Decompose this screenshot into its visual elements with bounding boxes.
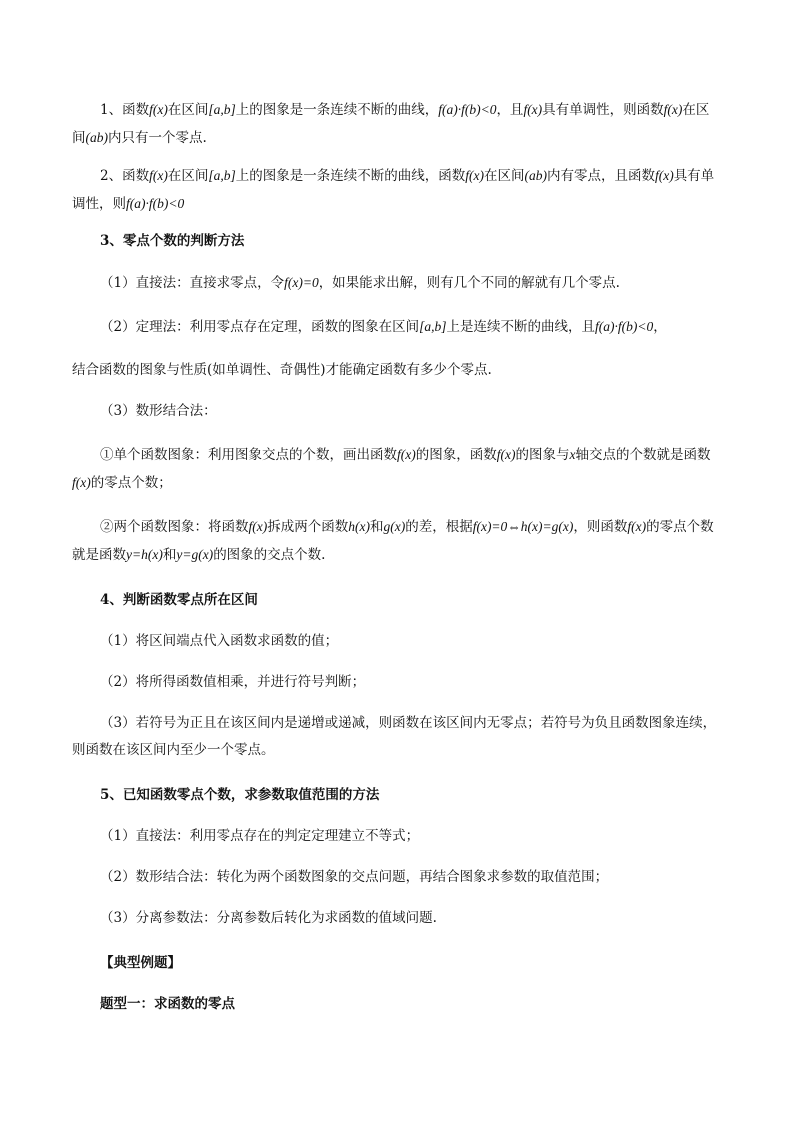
graphical-single-function: ①单个函数图象：利用图象交点的个数，画出函数f(x)的图象，函数f(x)的图象与x轴交点的个数就是函数f(x)的零点个数； [72,447,711,491]
section-5-step-3: （3）分离参数法：分离参数后转化为求函数的值域问题. [100,910,437,926]
question-type-1-heading: 题型一：求函数的零点 [100,996,235,1012]
section-5-step-2: （2）数形结合法：转化为两个函数图象的交点问题，再结合图象求参数的取值范围； [100,869,609,885]
property-1: 1、函数f(x)在区间[a,b]上的图象是一条连续不断的曲线，f(a)·f(b)<0，且f(x)具有单调性，则函数f(x)在区间(ab)内只有一个零点. [72,102,710,146]
method-direct: （1）直接法：直接求零点，令f(x)=0，如果能求出解，则有几个不同的解就有几个零点. [100,275,620,291]
section-3-heading: 3、零点个数的判断方法 [100,233,245,249]
section-5-heading: 5、已知函数零点个数，求参数取值范围的方法 [100,787,380,803]
method-graphical: （3）数形结合法： [100,403,217,419]
section-4-step-3: （3）若符号为正且在该区间内是递增或递减，则函数在该区间内无零点；若符号为负且函数图象连续，则函数在该区间内至少一个零点。 [72,715,717,758]
section-5-step-1: （1）直接法：利用零点存在的判定定理建立不等式； [100,828,420,844]
section-4-heading: 4、判断函数零点所在区间 [100,592,258,608]
property-2: 2、函数f(x)在区间[a,b]上的图象是一条连续不断的曲线，函数f(x)在区间(ab)内有零点，且函数f(x)具有单调性，则f(a)·f(b)<0 [72,168,715,212]
examples-heading: 【典型例题】 [100,955,181,971]
method-theorem: （2）定理法：利用零点存在定理，函数的图象在区间[a,b]上是连续不断的曲线，且f(a)·f(b)<0， [100,319,667,335]
graphical-two-functions: ②两个函数图象：将函数f(x)拆成两个函数h(x)和g(x)的差，根据f(x)=0⇔h(x)=g(x)，则函数f(x)的零点个数就是函数y=h(x)和y=g(x)的图象的交点个数. [72,519,714,563]
section-4-step-1: （1）将区间端点代入函数求函数的值； [100,633,339,649]
section-4-step-2: （2）将所得函数值相乘，并进行符号判断； [100,674,366,690]
method-theorem-continued: 结合函数的图象与性质(如单调性、奇偶性)才能确定函数有多少个零点. [72,362,492,378]
